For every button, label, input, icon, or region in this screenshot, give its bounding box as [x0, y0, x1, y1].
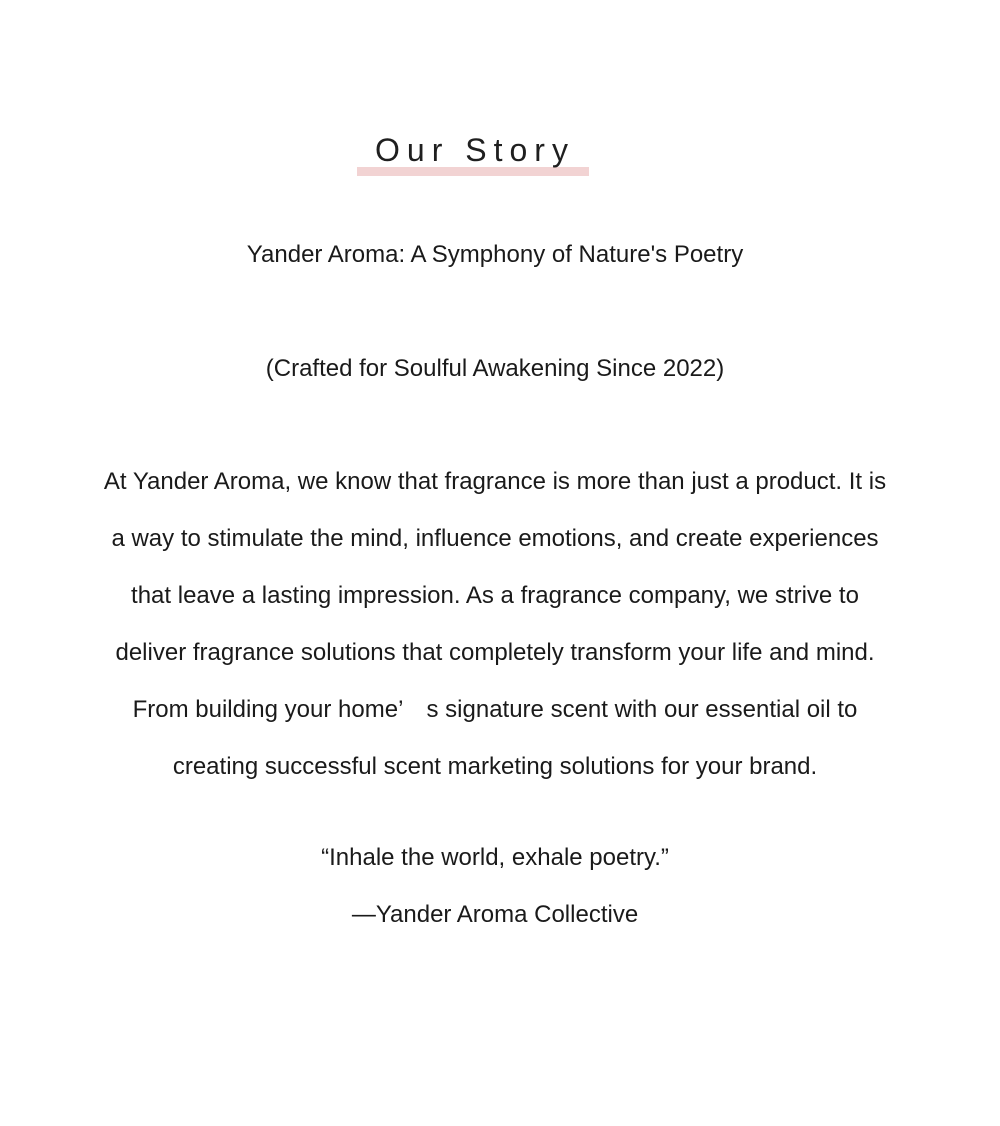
heading-section — [0, 128, 1000, 172]
subtitle: Yander Aroma: A Symphony of Nature's Poetry — [246, 241, 744, 268]
paragraph-line: deliver fragrance solutions that completely transform your life and mind. — [115, 639, 875, 666]
page-title-text: Our Story — [375, 132, 575, 168]
paragraph-line: that leave a lasting impression. As a fragrance company, we strive to — [131, 582, 859, 609]
paragraph-line: creating successful scent marketing solutions for your brand. — [172, 753, 818, 780]
quote: “Inhale the world, exhale poetry.” — [321, 844, 669, 871]
quote-attribution: —Yander Aroma Collective — [351, 901, 639, 928]
page-title — [357, 128, 589, 172]
paragraph-line: a way to stimulate the mind, influence emotions, and create experiences — [111, 525, 879, 552]
title-underline-accent — [357, 167, 589, 176]
since-tagline: (Crafted for Soulful Awakening Since 2022) — [265, 355, 725, 382]
paragraph-line: At Yander Aroma, we know that fragrance is more than just a product. It is — [103, 468, 887, 495]
paragraph-line: From building your home’ s signature scent with our essential oil to — [132, 696, 858, 723]
